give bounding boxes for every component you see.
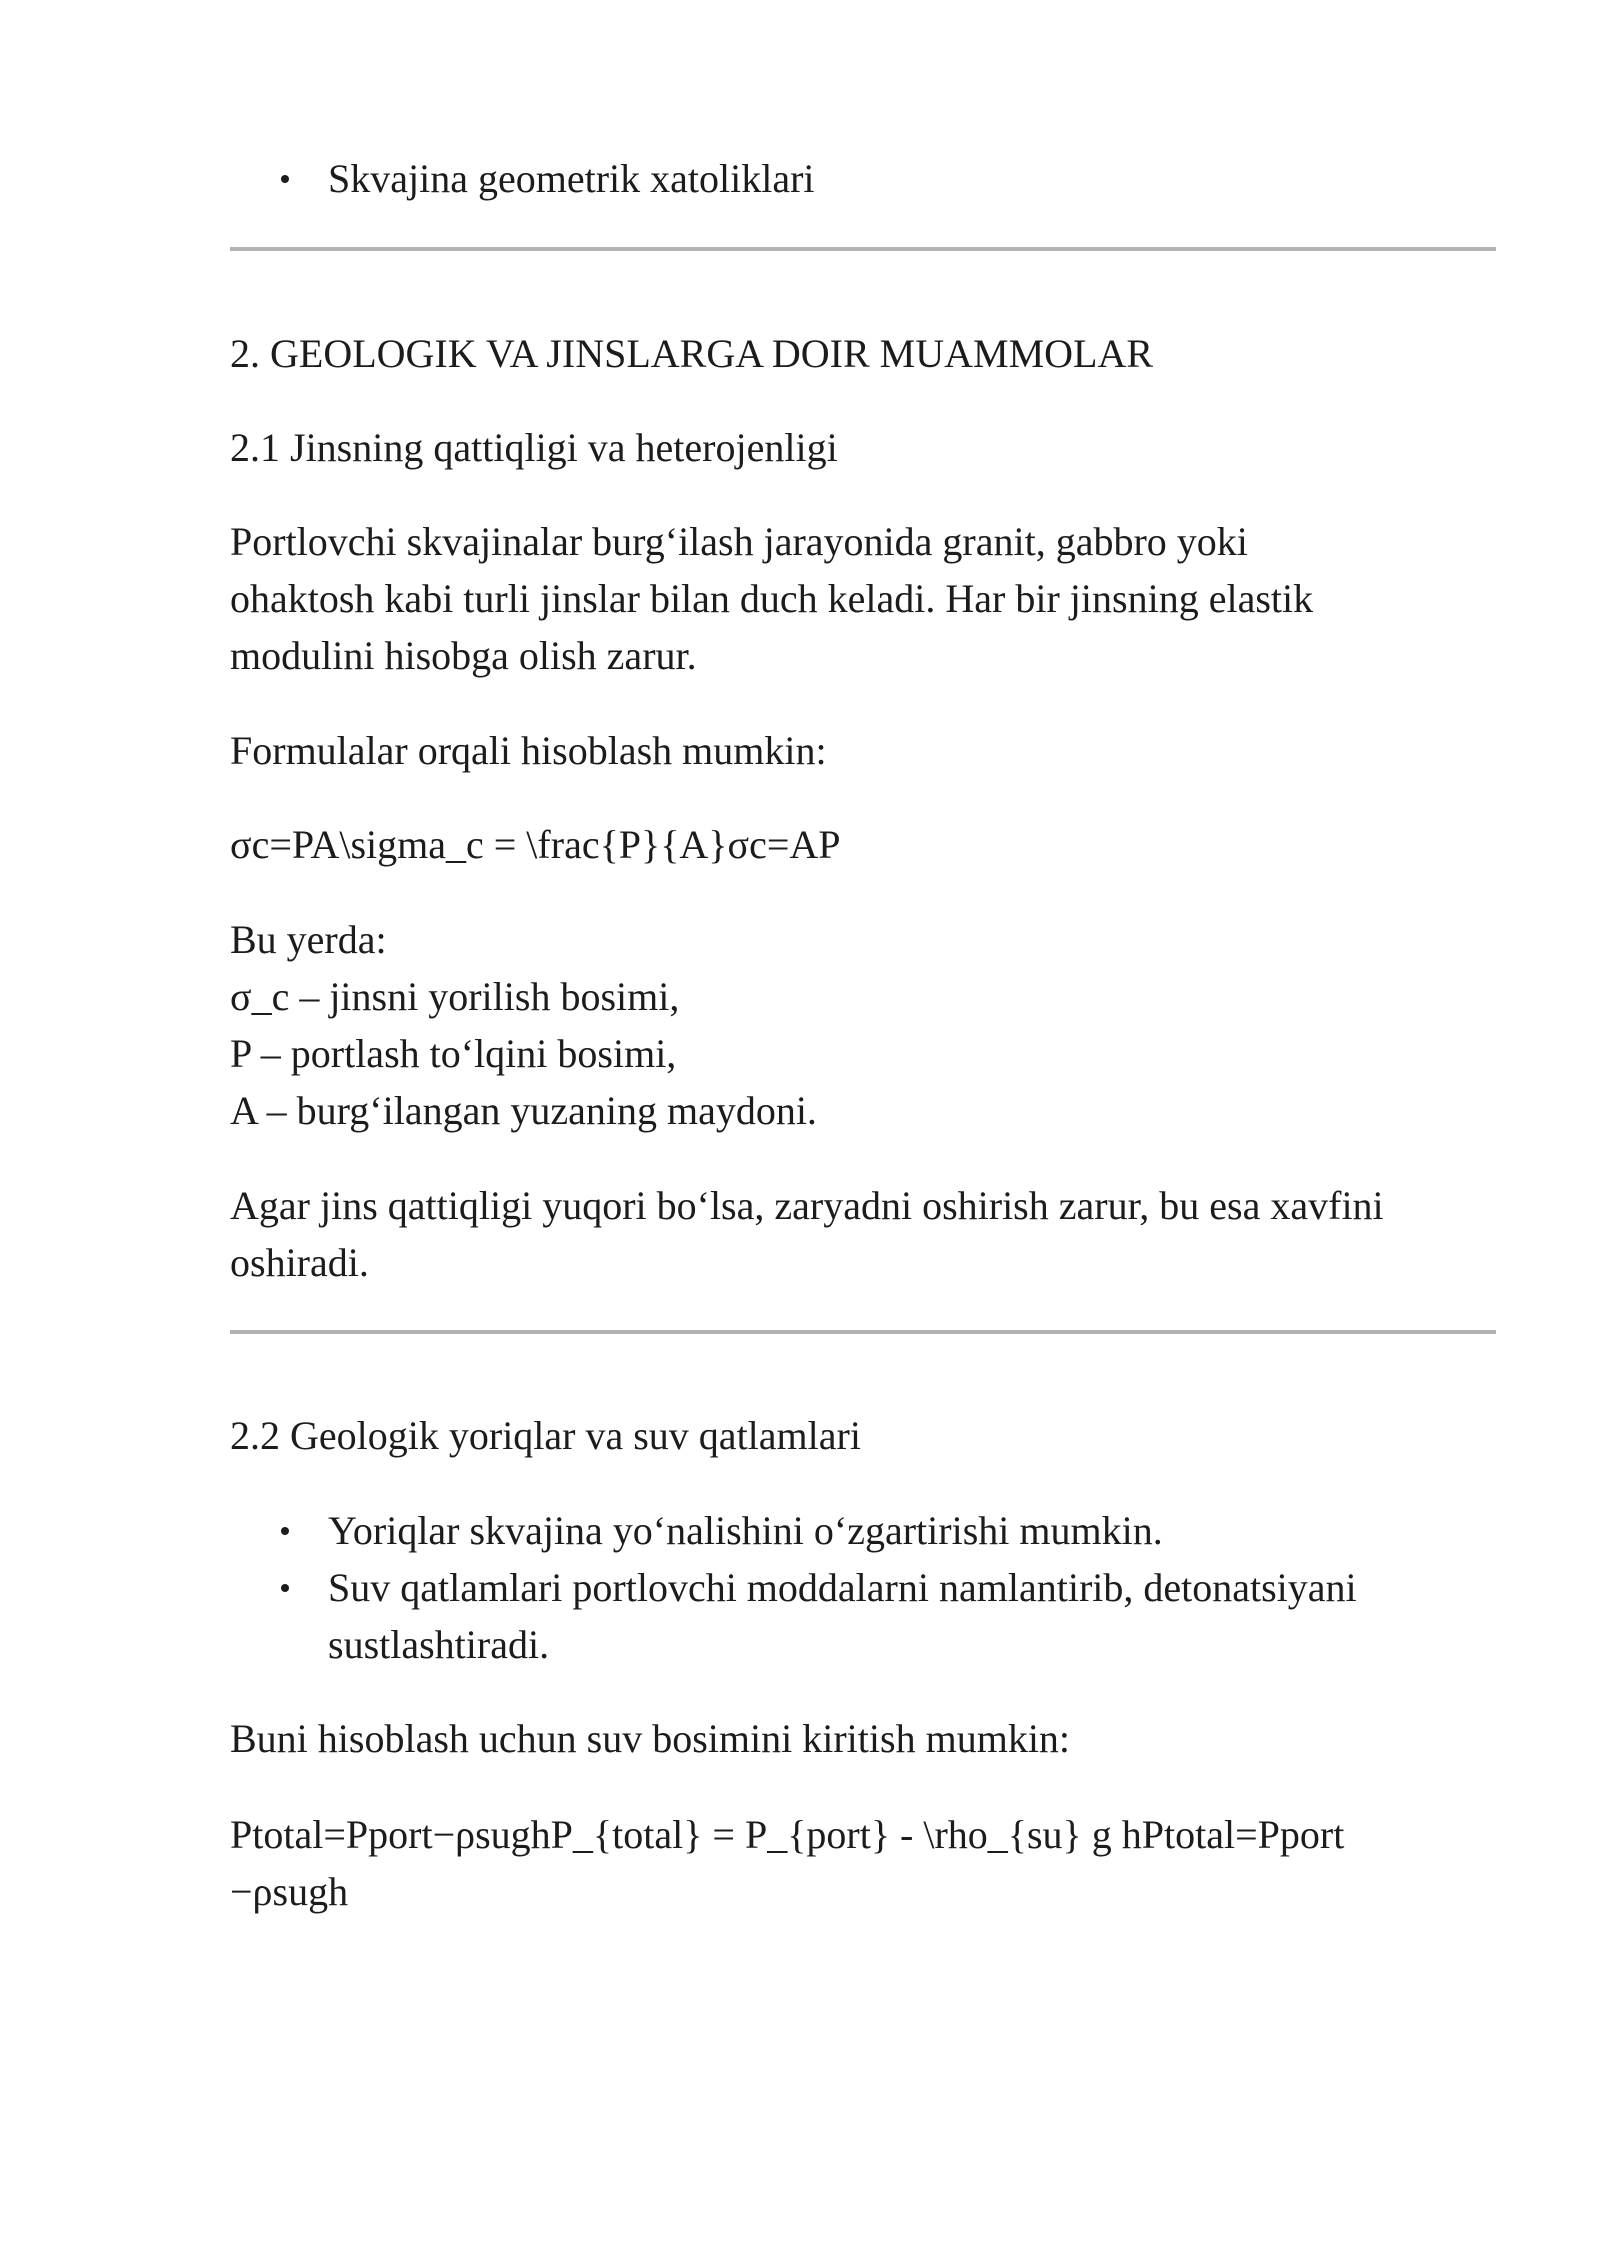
- list-item-text: Yoriqlar skvajina yo‘nalishini o‘zgartirishi mumkin.: [328, 1508, 1163, 1553]
- formula-intro: Formulalar orqali hisoblash mumkin:: [230, 728, 827, 773]
- formula-line: −ρsugh: [230, 1869, 349, 1914]
- list-item-text: Skvajina geometrik xatoliklari: [328, 156, 815, 201]
- formula-line: Ptotal=Pport−ρsughP_{total} = P_{port} - \rho_{su} g hPtotal=Pport: [230, 1812, 1345, 1857]
- bullet-dot-icon: [281, 1584, 289, 1592]
- list-item-text: sustlashtiradi.: [328, 1622, 550, 1667]
- formula: σc=PA\sigma_c = \frac{P}{A}σc=AP: [230, 822, 841, 867]
- legend-line: P – portlash to‘lqini bosimi,: [230, 1031, 677, 1076]
- horizontal-divider: [230, 1330, 1496, 1334]
- legend-line: σ_c – jinsni yorilish bosimi,: [230, 974, 680, 1019]
- section-heading: 2. GEOLOGIK VA JINSLARGA DOIR MUAMMOLAR: [230, 331, 1154, 376]
- top-bullet-list: [230, 150, 1496, 207]
- paragraph-line: modulini hisobga olish zarur.: [230, 633, 697, 678]
- subsection-heading: 2.1 Jinsning qattiqligi va heterojenligi: [230, 425, 838, 470]
- bullet-dot-icon: [281, 1527, 289, 1535]
- bullet-dot-icon: [281, 175, 289, 183]
- paragraph: [230, 1177, 1384, 1291]
- paragraph-line: ohaktosh kabi turli jinslar bilan duch keladi. Har bir jinsning elastik: [230, 576, 1314, 621]
- formula: [230, 1806, 1344, 1920]
- list-item: [230, 150, 1496, 207]
- legend-line: A – burg‘ilangan yuzaning maydoni.: [230, 1088, 817, 1133]
- legend-line: Bu yerda:: [230, 917, 387, 962]
- calc-intro: Buni hisoblash uchun suv bosimini kiritish mumkin:: [230, 1716, 1071, 1761]
- bullet-list: [230, 1502, 1496, 1673]
- list-item-text: Suv qatlamlari portlovchi moddalarni namlantirib, detonatsiyani: [328, 1565, 1357, 1610]
- paragraph-line: Portlovchi skvajinalar burg‘ilash jarayonida granit, gabbro yoki: [230, 519, 1248, 564]
- paragraph-line: oshiradi.: [230, 1240, 369, 1285]
- paragraph-line: Agar jins qattiqligi yuqori bo‘lsa, zaryadni oshirish zarur, bu esa xavfini: [230, 1183, 1384, 1228]
- list-item: [230, 1559, 1496, 1673]
- horizontal-divider: [230, 247, 1496, 251]
- subsection-heading: 2.2 Geologik yoriqlar va suv qatlamlari: [230, 1413, 861, 1458]
- formula-legend: [230, 911, 817, 1139]
- paragraph: [230, 513, 1313, 684]
- list-item: [230, 1502, 1496, 1559]
